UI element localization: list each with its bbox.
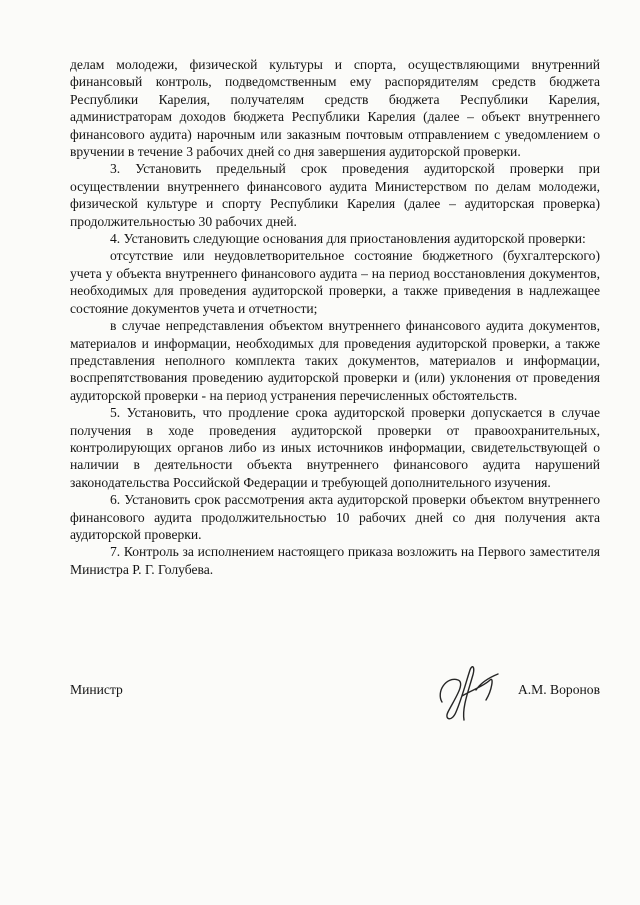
document-body bbox=[70, 56, 600, 578]
paragraph-item-6: 6. Установить срок рассмотрения акта аудиторской проверки объектом внутреннего финансового аудита продолжительностью 10 рабочих дней со дня получения акта аудиторской проверки. bbox=[70, 492, 600, 542]
paragraph-item-7: 7. Контроль за исполнением настоящего приказа возложить на Первого заместителя Министра Р. Г. Голубева. bbox=[70, 544, 600, 577]
intro-paragraph: делам молодежи, физической культуры и спорта, осуществляющими внутренний финансовый контроль, подведомственным ему распорядителям средств бюджета Республики Карелия, получателям средств бюджета Республики Карелия, администраторам доходов бюджета Республики Карелия (далее – объект внутреннего финансового аудита) нарочным или заказным почтовым отправлением с уведомлением о вручении в течение 3 рабочих дней со дня завершения аудиторской проверки. bbox=[70, 57, 600, 160]
handwritten-signature bbox=[432, 660, 504, 726]
paragraph-item-4-basis-2: в случае непредставления объектом внутреннего финансового аудита документов, материалов и информации, необходимых для проведения аудиторской проверки, а также представления неполного комплекта таких документов, материалов и информации, воспрепятствования проведению аудиторской проверки и (или) уклонения от проведения аудиторской проверки - на период устранения перечисленных обстоятельств. bbox=[70, 318, 600, 403]
signatory-position: Министр bbox=[70, 682, 123, 697]
signatory-name: А.М. Воронов bbox=[517, 682, 600, 697]
signature-block bbox=[70, 676, 600, 716]
paragraph-item-4: 4. Установить следующие основания для приостановления аудиторской проверки: bbox=[110, 231, 586, 247]
paragraph-item-4-basis-1: отсутствие или неудовлетворительное состояние бюджетного (бухгалтерского) учета у объекта внутреннего финансового аудита – на период восстановления документов, необходимых для проведения аудиторской проверки, а также приведения в надлежащее состояние документов учета и отчетности; bbox=[70, 248, 600, 316]
paragraph-item-3: 3. Установить предельный срок проведения аудиторской проверки при осуществлении внутреннего финансового аудита Министерством по делам молодежи, физической культуре и спорту Республики Карелия (далее – аудиторская проверка) продолжительностью 30 рабочих дней. bbox=[70, 161, 600, 229]
paragraph-item-5: 5. Установить, что продление срока аудиторской проверки допускается в случае получения в ходе проведения аудиторской проверки от правоохранительных, контролирующих органов либо из иных источников информации, свидетельствующей о наличии в деятельности объекта внутреннего финансового аудита нарушений законодательства Российской Федерации и требующей дополнительного изучения. bbox=[70, 405, 600, 490]
